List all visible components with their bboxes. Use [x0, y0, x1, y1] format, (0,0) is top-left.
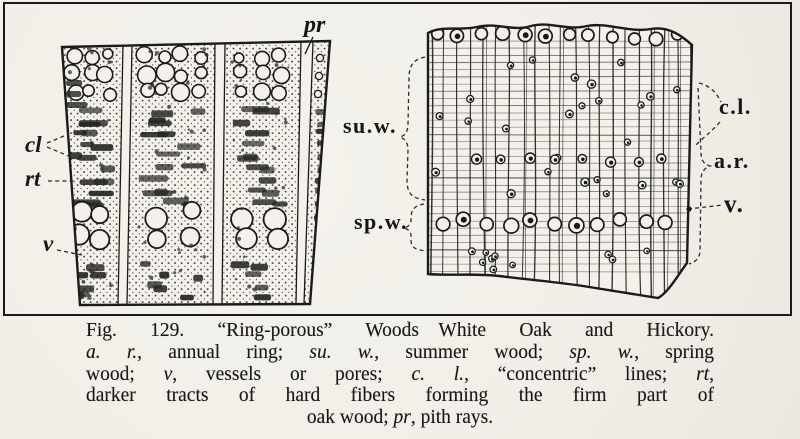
caption-abbrev: sp. w. [569, 341, 635, 363]
caption-line-4 [86, 385, 714, 407]
label-rt: rt [25, 166, 41, 191]
cl-leader-line-1 [47, 134, 69, 143]
leader-lines [5, 4, 792, 316]
caption-text: , vessels or pores; [172, 363, 412, 385]
caption-line-3 [86, 364, 714, 386]
label-v-right: v. [724, 191, 745, 218]
label-a-r: a.r. [714, 148, 750, 173]
caption-abbrev: rt [696, 363, 710, 385]
caption-text: darker tracts of hard fibers forming the firm part of [86, 385, 714, 407]
figure-frame [3, 2, 792, 316]
figure-caption [86, 320, 714, 429]
label-c-l: c.l. [719, 94, 752, 119]
label-cl: cl [25, 132, 42, 157]
label-pr: pr [304, 12, 326, 38]
caption-text: wood; [86, 363, 164, 385]
caption-text: , annual ring; [137, 341, 310, 363]
caption-text: , pith rays. [410, 407, 494, 429]
caption-abbrev: su. w. [309, 341, 375, 363]
caption-abbrev: c. l. [411, 363, 465, 385]
label-v-left: v [43, 231, 54, 256]
pr-leader-line [305, 37, 313, 54]
caption-abbrev: pr [393, 407, 411, 429]
v-left-leader-line [57, 250, 82, 255]
caption-text: , spring [634, 341, 715, 363]
caption-text: , “concentric” lines; [464, 363, 697, 385]
v-right-leader [688, 205, 723, 209]
cl-right-leader-1 [699, 83, 721, 102]
caption-line-2 [86, 342, 714, 364]
caption-abbrev: a. r. [86, 341, 138, 363]
caption-line-5 [86, 407, 714, 429]
caption-text: , summer wood; [374, 341, 570, 363]
caption-text: Fig. 129. “Ring-porous” Woods White Oak and Hickory. [86, 320, 714, 341]
caption-text: , [709, 363, 714, 385]
label-su-w: su.w. [343, 113, 397, 138]
caption-text: oak wood; [306, 407, 394, 429]
v-target-vessel [686, 206, 691, 211]
ar-brace [689, 88, 710, 264]
label-sp-w: sp.w. [354, 209, 408, 234]
cl-leader-line-2 [47, 147, 71, 157]
caption-abbrev: v [163, 363, 173, 385]
suw-brace [400, 57, 425, 200]
caption-line-1 [86, 320, 714, 342]
